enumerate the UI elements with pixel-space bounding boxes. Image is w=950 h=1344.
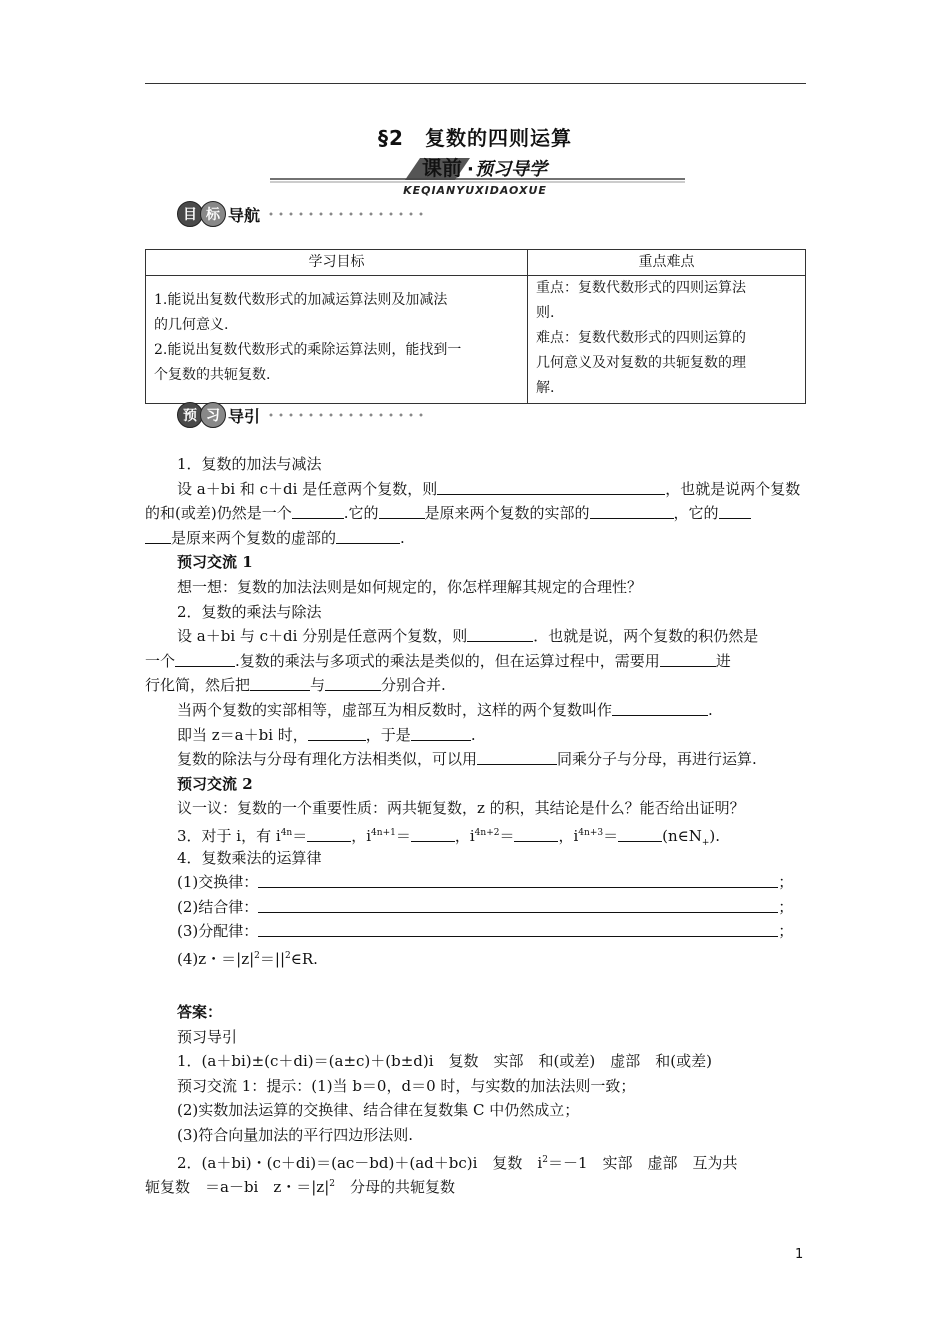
banner-graphic: [270, 154, 685, 184]
goal-line: 1.能说出复数代数形式的加减运算法则及加减法: [154, 292, 448, 308]
blank: [145, 528, 171, 544]
answer-line: 轭复数 ＝a－bi z・$=|z|^2$ 分母的共轭复数: [145, 1178, 456, 1197]
banner-sub: 预习导学: [475, 159, 547, 180]
blank: [292, 503, 344, 519]
answers-title: 答案：: [177, 1003, 223, 1021]
exchange-1-title: 预习交流 1: [177, 553, 253, 572]
body-line: 想一想：复数的加法法则是如何规定的，你怎样理解其规定的合理性？: [177, 577, 643, 596]
blank: [467, 626, 533, 642]
blank: [719, 503, 751, 519]
goals-char-2: 标: [200, 201, 226, 227]
banner-dot: ·: [467, 159, 474, 180]
law-distributive: (3)分配律： ；: [177, 922, 794, 941]
goals-char-1: 目: [177, 201, 203, 227]
dotted-decoration: [266, 411, 426, 419]
law-commutative: (1)交换律： ；: [177, 873, 794, 892]
page-title: §2 复数的四则运算: [378, 126, 572, 150]
blank: [307, 826, 351, 842]
body-text: [145, 452, 810, 968]
blank: [411, 826, 455, 842]
body-line: 行化简，然后把 与 分别合并.: [145, 676, 446, 695]
answers-block: [145, 1000, 810, 1197]
blank: [514, 826, 558, 842]
blank: [258, 872, 778, 888]
body-line: 设 a＋bi 和 c＋di 是任意两个复数，则 ，也就是说两个复数: [177, 479, 801, 498]
banner-pinyin: KEQIANYUXIDAOXUE: [403, 184, 547, 197]
answers-subtitle: 预习导引: [177, 1027, 238, 1046]
body-line: 即当 z＝a＋bi 时， ，于是 .: [177, 725, 476, 744]
blank: [258, 921, 778, 937]
answer-line: 1．(a＋bi)±(c＋di)＝(a±c)＋(b±d)i 复数 实部 和(或差) 虚部 和(或差): [177, 1052, 712, 1071]
guide-label: 导引: [228, 406, 261, 426]
blank: [437, 479, 665, 495]
answer-line: 2．(a＋bi)・(c＋di)＝(ac－bd)＋(ad＋bc)i 复数 $i^2=-1$ 实部 虚部 互为共: [177, 1153, 738, 1172]
section-guide-header: [177, 401, 426, 429]
body-line: 议一议：复数的一个重要性质：两共轭复数，z 的积，其结论是什么？能否给出证明？: [177, 799, 745, 818]
blank: [411, 725, 471, 741]
answer-line: (2)实数加法运算的交换律、结合律在复数集 C 中仍然成立；: [177, 1101, 580, 1120]
body-line: 的和(或差)仍然是一个 .它的 是原来两个复数的实部的 ，它的: [145, 501, 810, 526]
heading-2: 2．复数的乘法与除法: [177, 602, 322, 621]
body-line: 是原来两个复数的虚部的 .: [145, 526, 810, 551]
dotted-decoration: [266, 210, 426, 218]
law-modulus: (4)z・$=|z|^2=||^2\in R$.: [177, 949, 318, 968]
blank: [590, 503, 674, 519]
banner-main: 课前: [422, 156, 462, 180]
section-goals-header: [177, 200, 426, 228]
goal-line: 的几何意义.: [154, 317, 229, 333]
keypoint-line: 则.: [536, 305, 555, 321]
answer-line: (3)符合向量加法的平行四边形法则.: [177, 1125, 414, 1144]
keypoint-line: 重点：复数代数形式的四则运算法: [536, 280, 746, 296]
heading-1: 1．复数的加法与减法: [177, 455, 322, 473]
blank: [258, 897, 778, 913]
blank: [175, 651, 235, 667]
page-number: 1: [795, 1247, 804, 1262]
header-rule: [145, 83, 806, 84]
blank: [250, 675, 310, 691]
table-cell-goals: [146, 276, 528, 404]
law-associative: (2)结合律： ；: [177, 897, 794, 916]
blank: [618, 826, 662, 842]
keypoint-line: 几何意义及对复数的共轭复数的理: [536, 355, 746, 371]
body-line: 复数的除法与分母有理化方法相类似，可以用 同乘分子与分母，再进行运算.: [177, 750, 757, 769]
blank: [379, 503, 425, 519]
goals-label: 导航: [228, 205, 261, 225]
goal-line: 个复数的共轭复数.: [154, 367, 271, 383]
keypoint-line: 难点：复数代数形式的四则运算的: [536, 330, 746, 346]
blank: [325, 675, 381, 691]
table-header-goals: 学习目标: [146, 250, 528, 276]
goals-table: [145, 249, 806, 404]
answer-line: 预习交流 1：提示：(1)当 b＝0，d＝0 时，与实数的加法法则一致；: [177, 1076, 636, 1095]
body-line: 设 a＋bi 与 c＋di 分别是任意两个复数，则 ．也就是说，两个复数的积仍然是: [177, 627, 759, 646]
blank: [660, 651, 716, 667]
blank: [336, 528, 400, 544]
body-line: 一个 .复数的乘法与多项式的乘法是类似的，但在运算过程中，需要用 进: [145, 651, 731, 670]
guide-char-1: 预: [177, 402, 203, 428]
exchange-2-title: 预习交流 2: [177, 774, 253, 793]
body-line: 3．对于 i，有 $i^{4n}=$ ，$i^{4n+1}=$ ，$i^{4n+2}=$ ，$i^{4n+3}=$ $(n\in N_+)$.: [177, 826, 721, 848]
guide-char-2: 习: [200, 402, 226, 428]
blank: [612, 700, 708, 716]
goal-line: 2.能说出复数代数形式的乘除运算法则，能找到一: [154, 342, 462, 358]
blank: [308, 725, 366, 741]
heading-4: 4．复数乘法的运算律: [177, 848, 322, 867]
body-line: 当两个复数的实部相等，虚部互为相反数时，这样的两个复数叫作 .: [177, 700, 713, 719]
blank: [477, 749, 557, 765]
keypoint-line: 解.: [536, 380, 555, 396]
table-header-keypoints: 重点难点: [528, 250, 806, 276]
table-cell-keypoints: [528, 276, 806, 404]
